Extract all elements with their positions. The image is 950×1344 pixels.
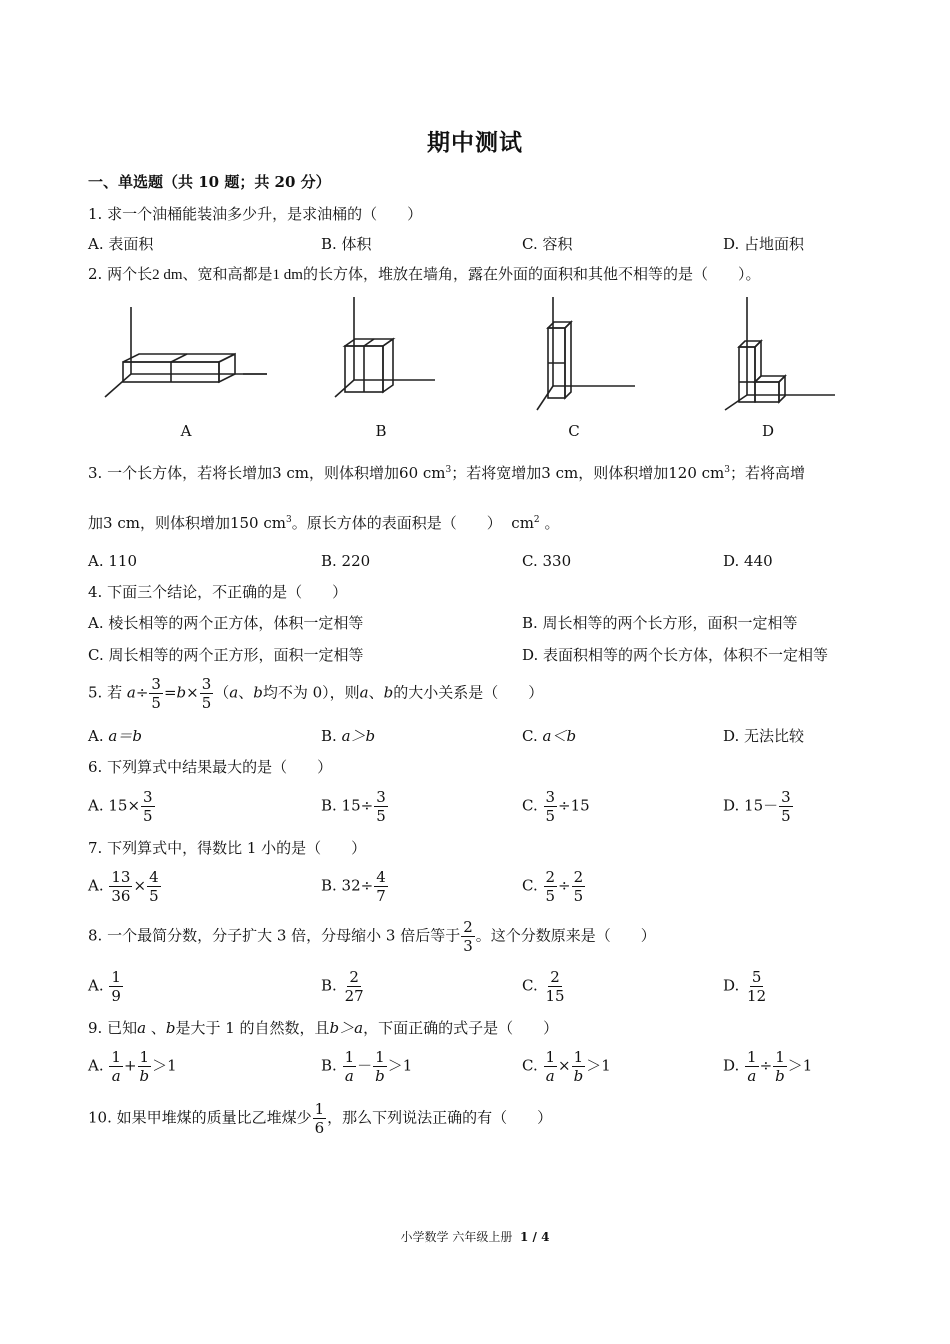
- question-4: 4. 下面三个结论，不正确的是（ ）: [88, 583, 348, 601]
- fraction: $\frac{3}{5}$: [201, 675, 212, 712]
- fraction: $\frac{1}{b}$: [375, 1048, 385, 1085]
- fraction: $\frac{1}{b}$: [775, 1048, 785, 1085]
- fraction: $\frac{2}{15}$: [545, 968, 565, 1005]
- fraction: $\frac{13}{36}$: [111, 868, 131, 905]
- question-8: 8. 一个最简分数，分子扩大 3 倍，分母缩小 3 倍后等于 $\frac{2}{3}$ 。这个分数原来是（ ）: [88, 918, 656, 955]
- question-1: 1. 求一个油桶能装油多少升，是求油桶的（ ）: [88, 205, 423, 223]
- q1-option-b: B. 体积: [321, 235, 372, 253]
- q5-option-c: C. a＜b: [522, 727, 577, 745]
- fraction: $\frac{1}{6}$: [314, 1100, 325, 1137]
- fraction: $\frac{1}{a}$: [111, 1048, 121, 1085]
- q9-option-a: A. $\frac{1}{a}$ + $\frac{1}{b}$ ＞1: [88, 1048, 177, 1085]
- page-title: 期中测试: [427, 129, 523, 156]
- q8-option-d: D. $\frac{5}{12}$: [723, 968, 767, 1005]
- q4-option-c: C. 周长相等的两个正方形，面积一定相等: [88, 646, 364, 664]
- stacked-boxes-figures: [95, 292, 835, 442]
- q6-option-b: B. 15÷ $\frac{3}{5}$: [321, 788, 386, 825]
- question-3-line-2: 加3 cm，则体积增加150 $cm^3$。原长方体的表面积是（ ） $cm^2$ 。: [88, 514, 560, 532]
- figure-label-b: B: [375, 422, 387, 440]
- section-heading: 一、单选题（共 10 题；共 20 分）: [88, 173, 331, 191]
- fraction: $\frac{3}{5}$: [143, 788, 153, 825]
- figure-label-d: D: [761, 422, 775, 440]
- question-7: 7. 下列算式中，得数比 1 小的是（ ）: [88, 839, 367, 857]
- fraction: $\frac{3}{5}$: [545, 788, 556, 825]
- q3-option-b: B. 220: [321, 552, 371, 570]
- q9-option-b: B. $\frac{1}{a}$ － $\frac{1}{b}$ ＞1: [321, 1048, 413, 1085]
- q4-option-b: B. 周长相等的两个长方形，面积一定相等: [522, 614, 798, 632]
- fraction: $\frac{3}{5}$: [781, 788, 791, 825]
- q9-option-c: C. $\frac{1}{a}$ × $\frac{1}{b}$ ＞1: [522, 1048, 611, 1085]
- q4-option-a: A. 棱长相等的两个正方体，体积一定相等: [88, 614, 364, 632]
- q3-option-d: D. 440: [723, 552, 773, 570]
- q7-option-c: C. $\frac{2}{5}$ ÷ $\frac{2}{5}$: [522, 868, 584, 905]
- fraction: $\frac{2}{5}$: [545, 868, 556, 905]
- figure-label-a: A: [180, 422, 192, 440]
- q8-option-a: A. $\frac{1}{9}$: [88, 968, 121, 1005]
- figure-d: [725, 297, 835, 410]
- q5-option-b: B. a＞b: [321, 727, 376, 745]
- question-2: 2. 两个长2 dm、宽和高都是1 dm的长方体，堆放在墙角，露在外面的面积和其他不相等的是（ ）。: [88, 265, 761, 283]
- question-3-line-1: 3. 一个长方体，若将长增加3 cm，则体积增加60 $cm^3$；若将宽增加3 cm，则体积增加120 $cm^3$；若将高增: [88, 464, 806, 482]
- question-10: 10. 如果甲堆煤的质量比乙堆煤少 $\frac{1}{6}$ ，那么下列说法正确的有（ ）: [88, 1100, 553, 1137]
- q3-option-a: A. 110: [88, 552, 137, 570]
- figure-b: [335, 297, 435, 397]
- question-6: 6. 下列算式中结果最大的是（ ）: [88, 758, 333, 776]
- fraction: $\frac{2}{3}$: [463, 918, 473, 955]
- q6-option-d: D. 15－ $\frac{3}{5}$: [723, 788, 791, 825]
- q7-option-a: A. $\frac{13}{36}$ × $\frac{4}{5}$: [88, 868, 159, 905]
- figure-c: [537, 297, 635, 410]
- fraction: $\frac{3}{5}$: [376, 788, 386, 825]
- q1-option-d: D. 占地面积: [723, 235, 805, 253]
- question-9: 9. 已知a 、b是大于 1 的自然数，且b＞a，下面正确的式子是（ ）: [88, 1019, 559, 1037]
- q1-option-c: C. 容积: [522, 235, 573, 253]
- figure-label-c: C: [568, 422, 580, 440]
- fraction: $\frac{4}{5}$: [149, 868, 159, 905]
- q5-option-d: D. 无法比较: [723, 727, 805, 745]
- q7-option-b: B. 32÷ $\frac{4}{7}$: [321, 868, 386, 905]
- question-5: 5. 若 a÷ $\frac{3}{5}$ =b× $\frac{3}{5}$ （a、b均不为 0），则a、b的大小关系是（ ）: [88, 675, 544, 712]
- q9-option-d: D. $\frac{1}{a}$ ÷ $\frac{1}{b}$ ＞1: [723, 1048, 813, 1085]
- q8-option-c: C. $\frac{2}{15}$: [522, 968, 565, 1005]
- fraction: $\frac{1}{9}$: [111, 968, 121, 1005]
- fraction: $\frac{1}{b}$: [573, 1048, 584, 1085]
- q8-option-b: B. $\frac{2}{27}$: [321, 968, 364, 1005]
- q1-option-a: A. 表面积: [88, 235, 154, 253]
- q6-option-c: C. $\frac{3}{5}$ ÷15: [522, 788, 590, 825]
- figure-a: [105, 307, 267, 397]
- page-number: 1 / 4: [520, 1230, 550, 1244]
- fraction: $\frac{1}{a}$: [545, 1048, 556, 1085]
- q6-option-a: A. 15× $\frac{3}{5}$: [88, 788, 153, 825]
- fraction: $\frac{2}{5}$: [573, 868, 584, 905]
- fraction: $\frac{2}{27}$: [344, 968, 364, 1005]
- page-footer: 小学数学 六年级上册 1 / 4: [400, 1230, 550, 1244]
- fraction: $\frac{3}{5}$: [151, 675, 161, 712]
- fraction: $\frac{5}{12}$: [747, 968, 767, 1005]
- q5-option-a: A. a＝b: [88, 727, 142, 745]
- q4-option-d: D. 表面积相等的两个长方体，体积不一定相等: [522, 646, 829, 664]
- q3-option-c: C. 330: [522, 552, 572, 570]
- fraction: $\frac{1}{a}$: [344, 1048, 355, 1085]
- fraction: $\frac{1}{b}$: [139, 1048, 150, 1085]
- fraction: $\frac{1}{a}$: [747, 1048, 757, 1085]
- fraction: $\frac{4}{7}$: [376, 868, 386, 905]
